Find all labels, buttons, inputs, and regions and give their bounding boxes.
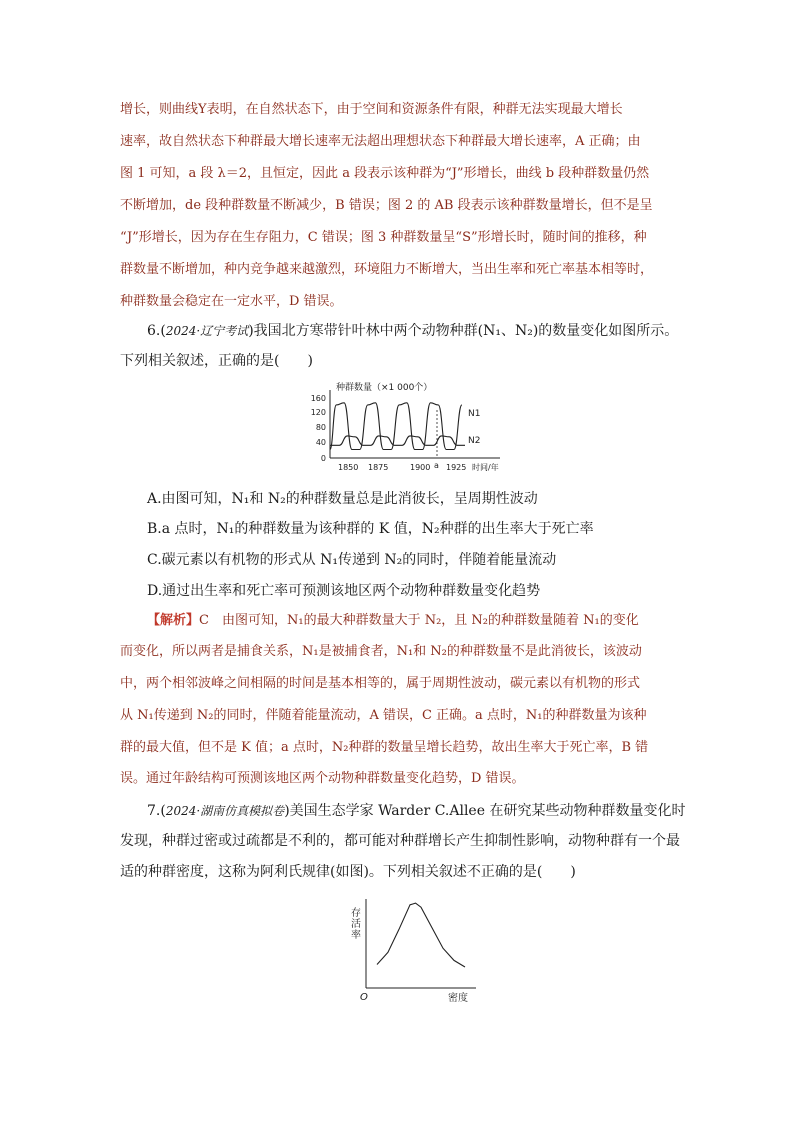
q7-chart-xlabel: 密度 (448, 993, 468, 1004)
prev-answer-line: 群数量不断增加，种内竞争越来越激烈，环境阻力不断增大，当出生率和死亡率基本相等时， (120, 262, 654, 277)
q6-option-a: A.由图可知，N₁和 N₂的种群数量总是此消彼长，呈周期性波动 (147, 491, 538, 507)
q7-source: 2024·湖南仿真模拟卷 (165, 804, 285, 818)
answer-text: 由图可知，N₁的最大种群数量大于 N₂，且 N₂的种群数量随着 N₁的变化 (221, 613, 639, 628)
q7-stem-line3: 适的种群密度，这称为阿利氏规律(如图)。下列相关叙述不正确的是( ) (120, 864, 576, 880)
q6-answer-line: 而变化，所以两者是捕食关系，N₁是被捕食者，N₁和 N₂的种群数量不是此消彼长，该波动 (120, 644, 642, 659)
q6-series-label-n2: N2 (468, 436, 481, 446)
q7-survival-curve (377, 903, 465, 967)
q6-stem-line2: 下列相关叙述，正确的是( ) (120, 353, 313, 369)
prev-answer-line: 增长，则曲线Y表明，在自然状态下，由于空间和资源条件有限，种群无法实现最大增长 (120, 102, 623, 117)
q6-ytick: 0 (320, 454, 326, 463)
answer-tag: 【解析】 (147, 613, 200, 628)
q6-population-chart (300, 380, 520, 472)
q6-option-c: C.碳元素以有机物的形式从 N₁传递到 N₂的同时，伴随着能量流动 (147, 552, 557, 568)
q6-stem-text: )我国北方寒带针叶林中两个动物种群(N₁、N₂)的数量变化如图所示。 (248, 323, 679, 339)
prev-answer-line: 速率，故自然状态下种群最大增长速率无法超出理想状态下种群最大增长速率，A 正确；由 (120, 134, 641, 149)
q6-ytick: 160 (310, 394, 326, 403)
q6-series-n1 (330, 403, 462, 450)
q6-ytick: 40 (315, 438, 326, 447)
q6-option-d: D.通过出生率和死亡率可预测该地区两个动物种群数量变化趋势 (147, 583, 541, 599)
prev-answer-line: “J”形增长，因为存在生存阻力，C 错误；图 3 种群数量呈“S”形增长时，随时间的推移，种 (120, 230, 647, 245)
q6-answer-line: 误。通过年龄结构可预测该地区两个动物种群数量变化趋势，D 错误。 (120, 771, 525, 786)
q7-stem-text: )美国生态学家 Warder C.Allee 在研究某些动物种群数量变化时 (284, 803, 686, 819)
q6-xtick-a: a (434, 461, 439, 470)
q6-xtick: 1900 (410, 463, 431, 472)
q7-chart-ylabel: 存活率 (348, 907, 360, 940)
q7-stem-line2: 发现，种群过密或过疏都是不利的，都可能对种群增长产生抑制性影响，动物种群有一个最 (120, 833, 680, 849)
q6-answer-line: 群的最大值，但不是 K 值；a 点时，N₂种群的数量呈增长趋势，故出生率大于死亡率，B 错 (120, 740, 649, 755)
q6-chart-ylabel: 种群数量（×1 000个） (336, 383, 433, 393)
q6-ytick: 120 (310, 408, 326, 417)
q6-xtick: 1925 (446, 463, 467, 472)
q6-source: 2024·辽宁考试 (165, 324, 249, 338)
q7-stem-line1 (147, 796, 685, 826)
answer-letter: C (199, 613, 209, 628)
q6-answer-line: 中，两个相邻波峰之间相隔的时间是基本相等的，属于周期性波动，碳元素以有机物的形式 (120, 676, 641, 691)
q7-number: 7.( (147, 803, 166, 819)
q6-stem-line1 (147, 316, 678, 346)
q6-chart-xlabel: 时间/年 (472, 463, 499, 472)
q6-xtick: 1875 (368, 463, 389, 472)
q6-number: 6.( (147, 323, 166, 339)
prev-answer-line: 种群数量会稳定在一定水平，D 错误。 (120, 294, 343, 309)
q6-xtick: 1850 (338, 463, 359, 472)
q6-answer-line: 从 N₁传递到 N₂的同时，伴随着能量流动，A 错误，C 正确。a 点时，N₁的种群数量为该种 (120, 708, 647, 723)
prev-answer-line: 不断增加，de 段种群数量不断减少，B 错误；图 2 的 AB 段表示该种群数量增长，但不是呈 (120, 198, 653, 213)
q6-series-label-n1: N1 (468, 409, 481, 419)
q7-origin-label: O (360, 992, 368, 1003)
q6-ytick: 80 (315, 423, 326, 432)
q6-option-b: B.a 点时，N₁的种群数量为该种群的 K 值，N₂种群的出生率大于死亡率 (147, 521, 594, 537)
q6-answer-line1 (147, 607, 707, 634)
prev-answer-line: 图 1 可知，a 段 λ＝2，且恒定，因此 a 段表示该种群为“J”形增长，曲线 b 段种群数量仍然 (120, 166, 650, 181)
q7-allee-chart (340, 893, 480, 1005)
